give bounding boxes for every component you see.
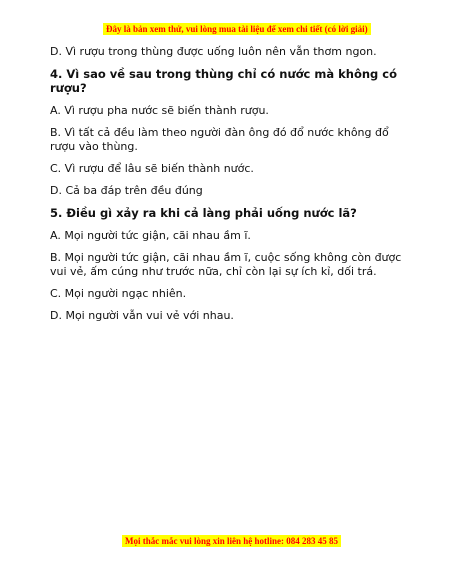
answer-option: D. Cả ba đáp trên đều đúng [50, 184, 203, 197]
answer-option: D. Vì rượu trong thùng được uống luôn nên vẫn thơm ngon. [50, 45, 377, 58]
answer-option: B. Vì tất cả đều làm theo người đàn ông đó đổ nước không đổ rượu vào thùng. [50, 126, 389, 153]
question-heading: 5. Điều gì xảy ra khi cả làng phải uống nước lã? [50, 206, 357, 220]
preview-notice-banner: Đây là bản xem thử, vui lòng mua tài liệu để xem chi tiết (có lời giải) [103, 23, 371, 35]
answer-option: A. Vì rượu pha nước sẽ biến thành rượu. [50, 104, 269, 117]
hotline-contact-banner: Mọi thắc mắc vui lòng xin liên hệ hotline: 084 283 45 85 [122, 535, 341, 547]
document-content [50, 45, 408, 331]
answer-option: A. Mọi người tức giận, cãi nhau ầm ĩ. [50, 229, 251, 242]
answer-option: B. Mọi người tức giận, cãi nhau ầm ĩ, cuộc sống không còn được vui vẻ, ấm cúng như trước nữa, chỉ còn lại sự ích kỉ, dối trá. [50, 251, 402, 278]
answer-option: C. Vì rượu để lâu sẽ biến thành nước. [50, 162, 254, 175]
question-heading: 4. Vì sao về sau trong thùng chỉ có nước mà không có rượu? [50, 67, 397, 95]
answer-option: C. Mọi người ngạc nhiên. [50, 287, 187, 300]
answer-option: D. Mọi người vẫn vui vẻ với nhau. [50, 309, 234, 322]
